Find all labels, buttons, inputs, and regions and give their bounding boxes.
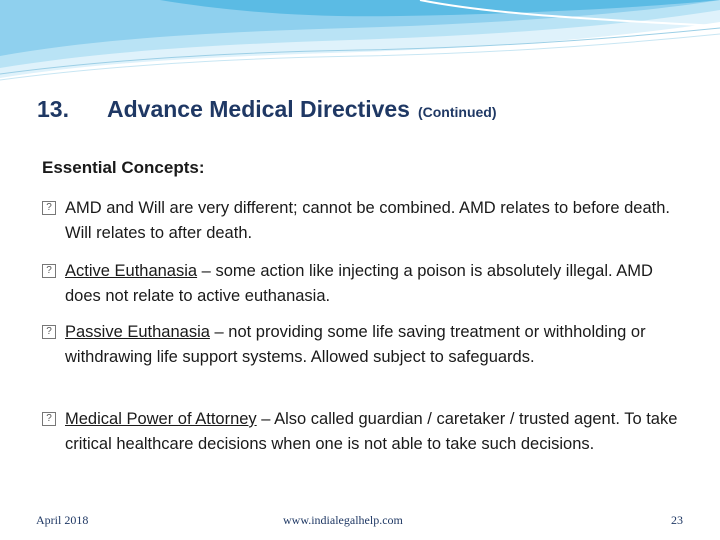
bullet-box-icon: ?: [42, 325, 56, 339]
bullet-item: [42, 320, 682, 370]
header-wave-decoration: [0, 0, 720, 90]
footer-url: www.indialegalhelp.com: [283, 513, 403, 527]
bullet-item: [42, 407, 682, 457]
bullet-term: Passive Euthanasia: [65, 323, 210, 341]
slide-number: 13.: [37, 96, 69, 122]
bullet-body: – Also called guardian / caretaker / trusted agent. To take critical healthcare decisions when one is not able to take such decisions.: [65, 410, 678, 453]
title-suffix: (Continued): [417, 104, 497, 120]
bullet-term: Active Euthanasia: [65, 262, 198, 280]
section-heading: Essential Concepts:: [42, 158, 205, 177]
bullet-text: [42, 259, 682, 309]
title-text: Advance Medical Directives: [107, 96, 410, 122]
bullet-box-icon: ?: [42, 201, 56, 215]
bullet-body: – not providing some life saving treatment or withholding or withdrawing life support systems. Allowed subject to safeguards.: [65, 323, 646, 366]
bullet-text: [42, 196, 682, 246]
page-number: 23: [671, 513, 683, 527]
bullet-item: [42, 196, 682, 246]
bullet-term: Medical Power of Attorney: [65, 410, 257, 428]
bullet-text: [42, 407, 682, 457]
bullet-body: AMD and Will are very different; cannot be combined. AMD relates to before death. Will relates to after death.: [65, 199, 671, 242]
footer-date: April 2018: [36, 513, 89, 527]
bullet-body: – some action like injecting a poison is absolutely illegal. AMD does not relate to active euthanasia.: [65, 262, 653, 305]
slide-title: [37, 96, 497, 130]
bullet-box-icon: ?: [42, 264, 56, 278]
bullet-item: [42, 259, 682, 309]
bullet-box-icon: ?: [42, 412, 56, 426]
bullet-text: [42, 320, 682, 370]
